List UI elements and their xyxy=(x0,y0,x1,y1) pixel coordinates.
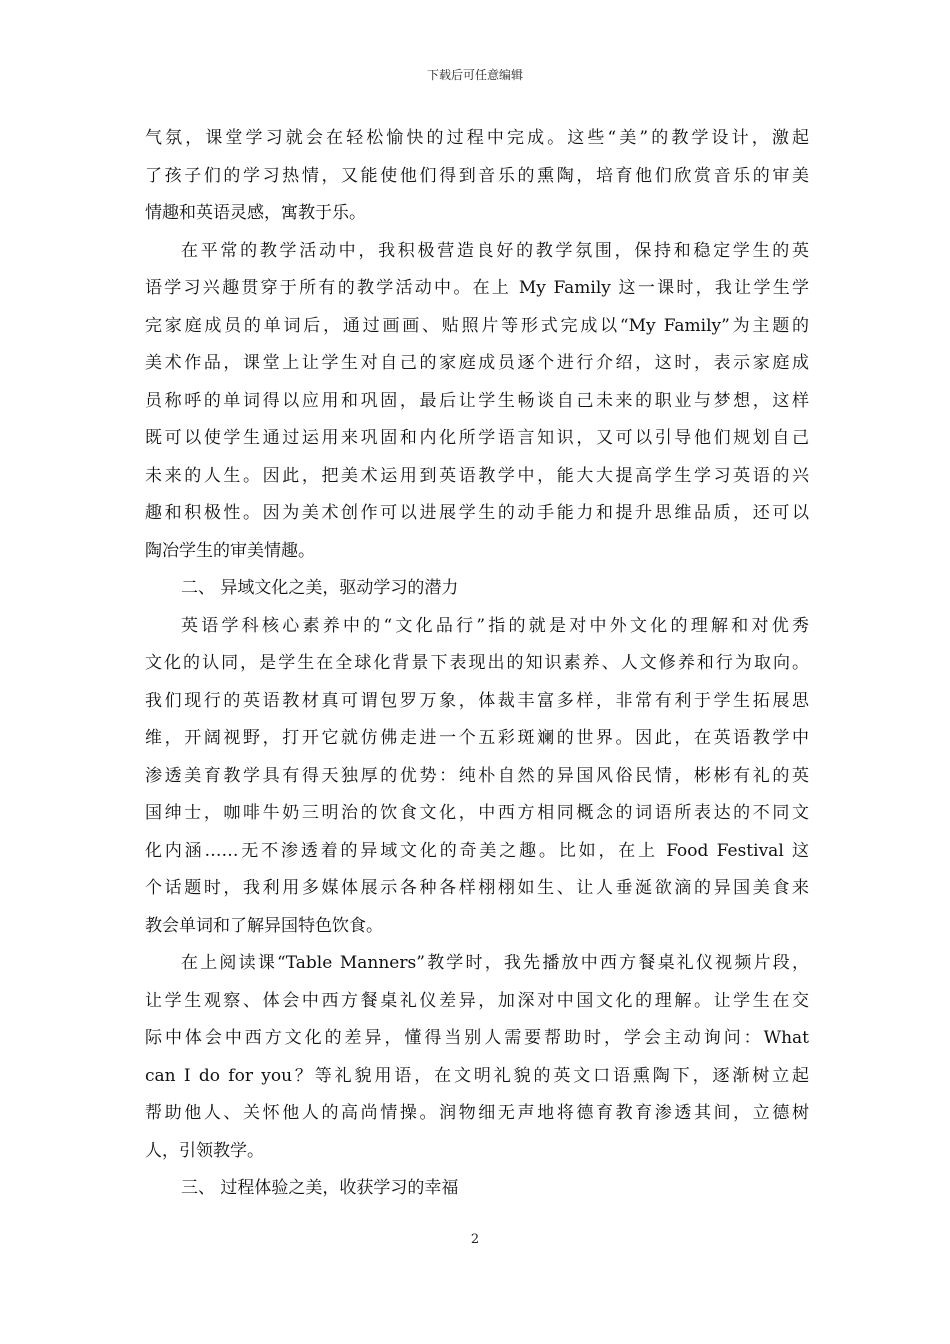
paragraph xyxy=(145,570,809,608)
text-line: 在上阅读课“Table Manners”教学时，我先播放中西方餐桌礼仪视频片段， xyxy=(181,953,809,973)
text-line: 了孩子们的学习热情，又能使他们得到音乐的熏陶，培育他们欣赏音乐的审美 xyxy=(145,165,809,186)
text-line: 陶冶学生的审美情趣。 xyxy=(145,540,315,561)
text-line: 维，开阔视野，打开它就仿佛走进一个五彩斑斓的世界。因此，在英语教学中 xyxy=(145,728,809,748)
text-line: 二、 异域文化之美，驱动学习的潜力 xyxy=(181,578,459,598)
text-line: 语学习兴趣贯穿于所有的教学活动中。在上 My Family 这一课时，我让学生学 xyxy=(145,278,809,298)
page-header: 下载后可任意编辑 xyxy=(426,68,523,82)
text-line: 个话题时，我利用多媒体展示各种各样栩栩如生、让人垂涎欲滴的异国美食来 xyxy=(145,878,809,898)
text-line: 化内涵……无不渗透着的异域文化的奇美之趣。比如，在上 Food Festival 这 xyxy=(145,840,809,861)
paragraph xyxy=(145,233,809,571)
page-number: 2 xyxy=(470,1232,480,1247)
text-line: 既可以使学生通过运用来巩固和内化所学语言知识，又可以引导他们规划自己 xyxy=(145,428,809,448)
text-line: 渗透美育教学具有得天独厚的优势：纯朴自然的异国风俗民情，彬彬有礼的英 xyxy=(145,765,809,786)
paragraph xyxy=(145,1170,809,1208)
text-line: 人，引领教学。 xyxy=(145,1140,264,1161)
text-line: 气氛，课堂学习就会在轻松愉快的过程中完成。这些“美”的教学设计，激起 xyxy=(145,128,809,148)
paragraph xyxy=(145,945,809,1170)
text-line: 三、 过程体验之美，收获学习的幸福 xyxy=(181,1178,459,1198)
text-line: 情趣和英语灵感，寓教于乐。 xyxy=(145,203,366,223)
text-line: 文化的认同，是学生在全球化背景下表现出的知识素养、人文修养和行为取向。 xyxy=(145,653,809,673)
text-line: 未来的人生。因此，把美术运用到英语教学中，能大大提高学生学习英语的兴 xyxy=(145,465,809,486)
text-line: 美术作品，课堂上让学生对自己的家庭成员逐个进行介绍，这时，表示家庭成 xyxy=(145,353,809,373)
paragraph xyxy=(145,120,809,233)
text-line: 我们现行的英语教材真可谓包罗万象，体裁丰富多样，非常有利于学生拓展思 xyxy=(145,690,809,711)
text-line: can I do for you？等礼貌用语，在文明礼貌的英文口语熏陶下，逐渐树立起 xyxy=(145,1065,809,1086)
text-line: 际中体会中西方文化的差异，懂得当别人需要帮助时，学会主动询问：What xyxy=(145,1028,809,1048)
text-line: 教会单词和了解异国特色饮食。 xyxy=(145,915,383,936)
text-line: 完家庭成员的单词后，通过画画、贴照片等形式完成以“My Family”为主题的 xyxy=(145,315,809,336)
text-line: 国绅士，咖啡牛奶三明治的饮食文化，中西方相同概念的词语所表达的不同文 xyxy=(145,803,809,823)
text-line: 员称呼的单词得以应用和巩固，最后让学生畅谈自己未来的职业与梦想，这样 xyxy=(145,390,809,411)
text-line: 英语学科核心素养中的“文化品行”指的就是对中外文化的理解和对优秀 xyxy=(181,615,809,636)
text-line: 在平常的教学活动中，我积极营造良好的教学氛围，保持和稳定学生的英 xyxy=(181,240,809,261)
paragraph xyxy=(145,608,809,946)
text-line: 让学生观察、体会中西方餐桌礼仪差异，加深对中国文化的理解。让学生在交 xyxy=(145,990,809,1011)
text-line: 帮助他人、关怀他人的高尚情操。润物细无声地将德育教育渗透其间，立德树 xyxy=(145,1103,809,1123)
document-body xyxy=(145,120,809,1208)
text-line: 趣和积极性。因为美术创作可以进展学生的动手能力和提升思维品质，还可以 xyxy=(145,503,809,523)
